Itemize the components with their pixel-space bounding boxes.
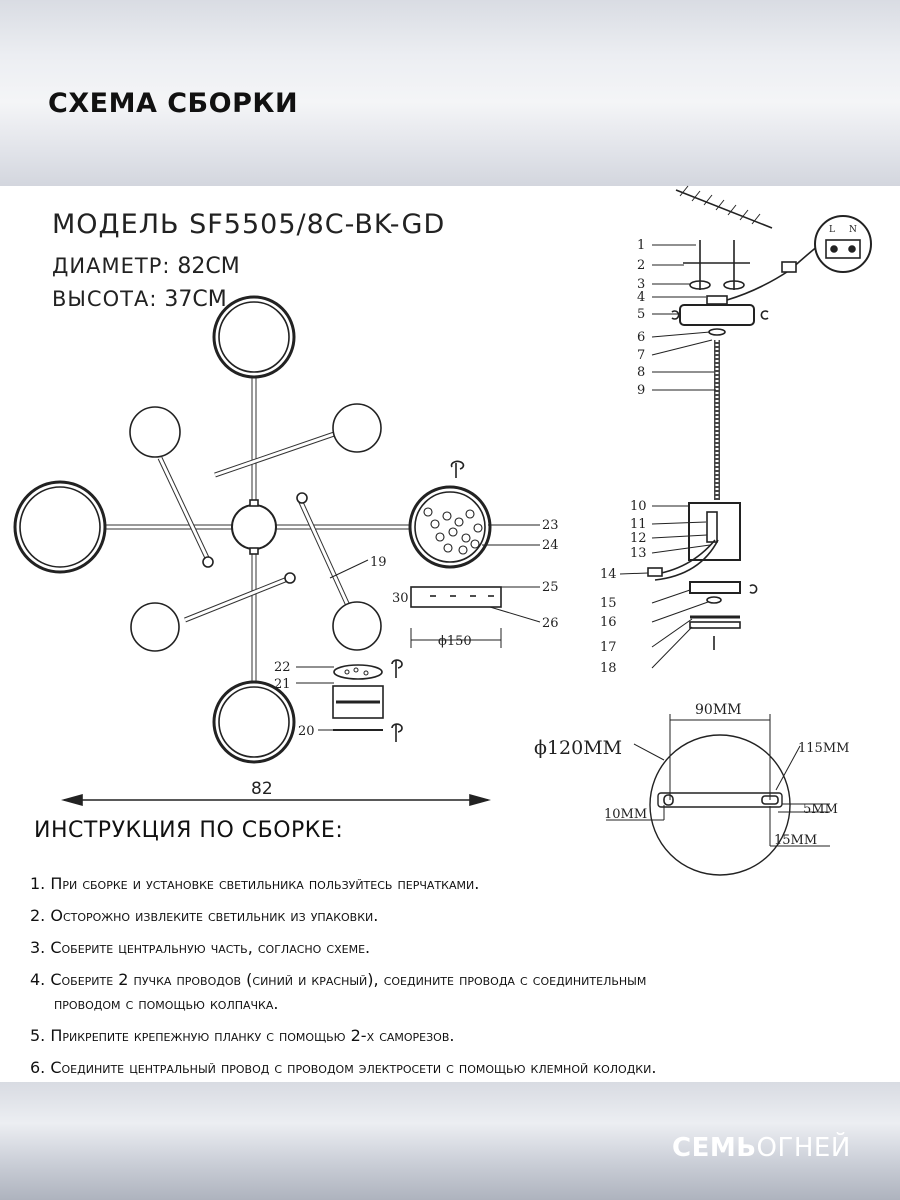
page-title: СХЕМА СБОРКИ — [48, 88, 299, 119]
brand-logo — [672, 1133, 851, 1163]
callout-6: 6 — [637, 330, 646, 345]
height-label: ВЫСОТА: — [52, 287, 158, 311]
callout-3: 3 — [637, 277, 646, 292]
brand-light: ОГНЕЙ — [756, 1133, 851, 1163]
instruction-step-3 — [30, 936, 890, 960]
callout-23: 23 — [542, 518, 559, 533]
step-text: 5. Прикрепите крепежную планку с помощью 2-х саморезов. — [30, 1026, 455, 1045]
bracket-drawing — [534, 702, 849, 875]
callout-26: 26 — [542, 616, 559, 631]
callout-5: 5 — [637, 307, 646, 322]
callout-13: 13 — [630, 546, 647, 561]
callout-22: 22 — [274, 660, 291, 675]
plate-diameter-label: ϕ150 — [438, 634, 472, 649]
instruction-step-2 — [30, 904, 890, 928]
instruction-step-4 — [30, 968, 890, 1016]
callout-15: 15 — [600, 596, 617, 611]
instruction-step-5 — [30, 1024, 890, 1048]
step-text: 2. Осторожно извлеките светильник из упаковки. — [30, 906, 379, 925]
step-text: 1. При сборке и установке светильника пользуйтесь перчатками. — [30, 874, 480, 893]
callout-4: 4 — [637, 290, 646, 305]
instructions-title: ИНСТРУКЦИЯ ПО СБОРКЕ: — [34, 818, 344, 843]
callout-24: 24 — [542, 538, 559, 553]
terminal-l: L — [829, 225, 835, 235]
callout-16: 16 — [600, 615, 617, 630]
callout-21: 21 — [274, 677, 291, 692]
diameter-label: ДИАМЕТР: — [52, 254, 171, 278]
callout-12: 12 — [630, 531, 647, 546]
callout-11: 11 — [630, 517, 647, 532]
step-text-continued: проводом с помощью колпачка. — [54, 994, 279, 1013]
mount-drawing — [600, 186, 871, 676]
callout-9: 9 — [637, 383, 646, 398]
callout-30: 30 — [392, 591, 409, 606]
callout-8: 8 — [637, 365, 646, 380]
step-text: 4. Соберите 2 пучка проводов (синий и красный), соедините провода с соединительным — [30, 970, 647, 989]
callout-10: 10 — [630, 499, 647, 514]
callout-25: 25 — [542, 580, 559, 595]
instruction-step-6 — [30, 1056, 890, 1080]
callout-19: 19 — [370, 555, 387, 570]
bracket-right-size: 115MM — [798, 741, 850, 756]
step-text: 3. Соберите центральную часть, согласно схеме. — [30, 938, 371, 957]
callout-2: 2 — [637, 258, 646, 273]
height-value: 37СМ — [157, 287, 227, 312]
model-name: МОДЕЛЬ SF5505/8C-BK-GD — [52, 209, 446, 240]
bracket-slot-offset: 15MM — [774, 833, 818, 848]
terminal-n: N — [849, 225, 857, 235]
bracket-slot-size: 5MM — [803, 802, 838, 817]
callout-14: 14 — [600, 567, 617, 582]
width-label: 82 — [251, 779, 273, 799]
callout-20: 20 — [298, 724, 315, 739]
instructions-list — [30, 872, 890, 1088]
chandelier-drawing — [15, 297, 559, 805]
callout-1: 1 — [637, 238, 646, 253]
callout-18: 18 — [600, 661, 617, 676]
callout-7: 7 — [637, 348, 646, 363]
bracket-hole-size: 10MM — [604, 807, 648, 822]
callout-17: 17 — [600, 640, 617, 655]
brand-bold: СЕМЬ — [672, 1133, 757, 1163]
diameter-value: 82СМ — [170, 254, 240, 279]
bracket-width: 90MM — [695, 702, 742, 718]
step-text: 6. Соедините центральный провод с проводом электросети с помощью клемной колодки. — [30, 1058, 657, 1077]
instruction-step-1 — [30, 872, 890, 896]
bracket-diameter: ϕ120MM — [534, 737, 623, 759]
